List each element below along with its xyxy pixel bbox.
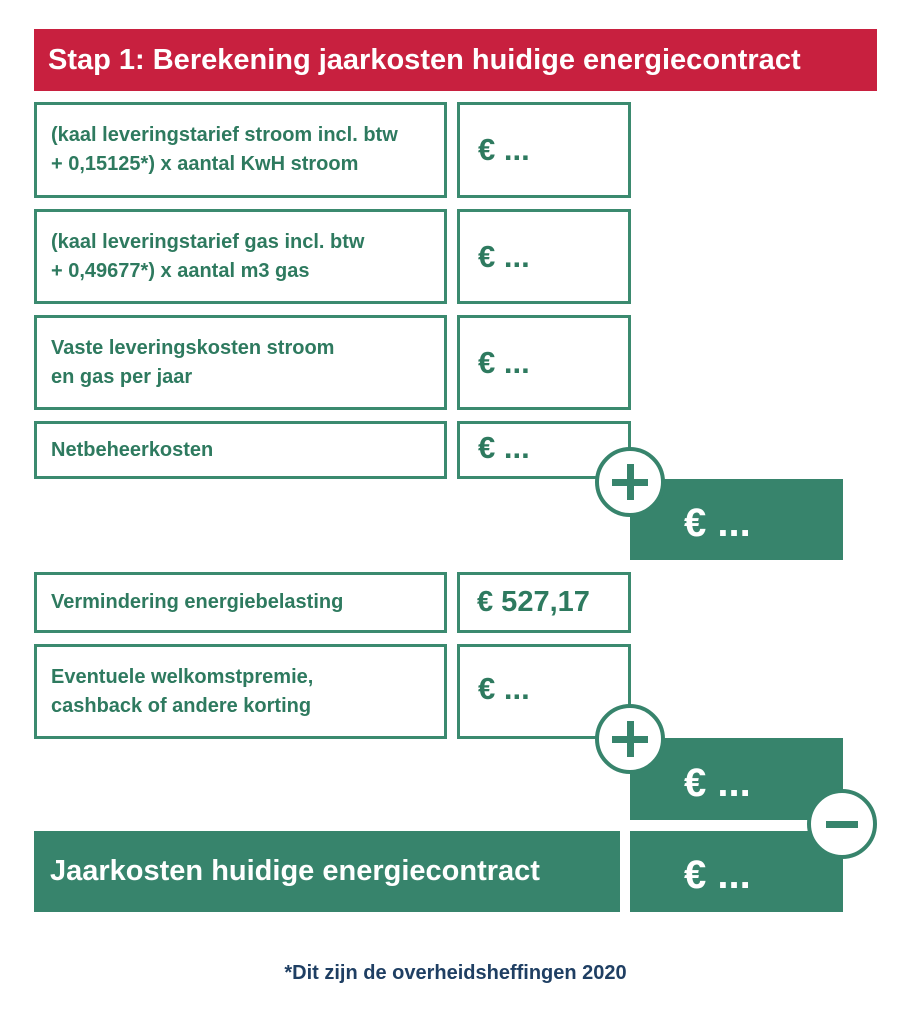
row-vaste-kosten-label-text: Vaste leveringskosten stroom en gas per jaar: [51, 336, 335, 388]
page-title-text: Stap 1: Berekening jaarkosten huidige energiecontract: [48, 43, 801, 76]
row-korting-label: [34, 644, 447, 739]
plus-icon: [595, 704, 665, 774]
row-stroom-label: [34, 102, 447, 198]
row-vaste-kosten-value-text: € ...: [478, 344, 530, 380]
subtotal-1-value: € ...: [684, 501, 751, 545]
row-stroom-label-text: (kaal leveringstarief stroom incl. btw + 0,15125*) x aantal KwH stroom: [51, 124, 398, 175]
row-vermindering-value-text: € 527,17: [477, 586, 590, 618]
row-gas-label: [34, 209, 447, 304]
plus-icon: [595, 447, 665, 517]
row-korting-label-text: Eventuele welkomstpremie, cashback of andere korting: [51, 665, 314, 717]
total-value: € ...: [684, 853, 751, 897]
row-vermindering-label-text: Vermindering energiebelasting: [51, 591, 344, 613]
subtotal-2-value: € ...: [684, 760, 751, 805]
row-vermindering-label: [34, 572, 447, 633]
total-label: Jaarkosten huidige energiecontract: [50, 855, 540, 887]
total-label-box: [34, 831, 620, 912]
row-korting-value-text: € ...: [478, 671, 530, 706]
page-title: [34, 29, 877, 91]
row-vaste-kosten-value: [457, 315, 631, 410]
row-netbeheer-label-text: Netbeheerkosten: [51, 438, 214, 461]
row-vaste-kosten-label: [34, 315, 447, 410]
row-stroom-value: [457, 102, 631, 198]
row-gas-value-text: € ...: [478, 238, 530, 274]
footnote-text: *Dit zijn de overheidsheffingen 2020: [284, 962, 627, 984]
row-vermindering-value: [457, 572, 631, 633]
footnote: [0, 962, 911, 985]
row-netbeheer-label: [34, 421, 447, 479]
row-netbeheer-value-text: € ...: [478, 430, 530, 465]
minus-icon: [807, 789, 877, 859]
total-value-box: [630, 831, 843, 912]
row-gas-value: [457, 209, 631, 304]
row-stroom-value-text: € ...: [478, 132, 530, 167]
row-gas-label-text: (kaal leveringstarief gas incl. btw + 0,49677*) x aantal m3 gas: [51, 230, 365, 282]
